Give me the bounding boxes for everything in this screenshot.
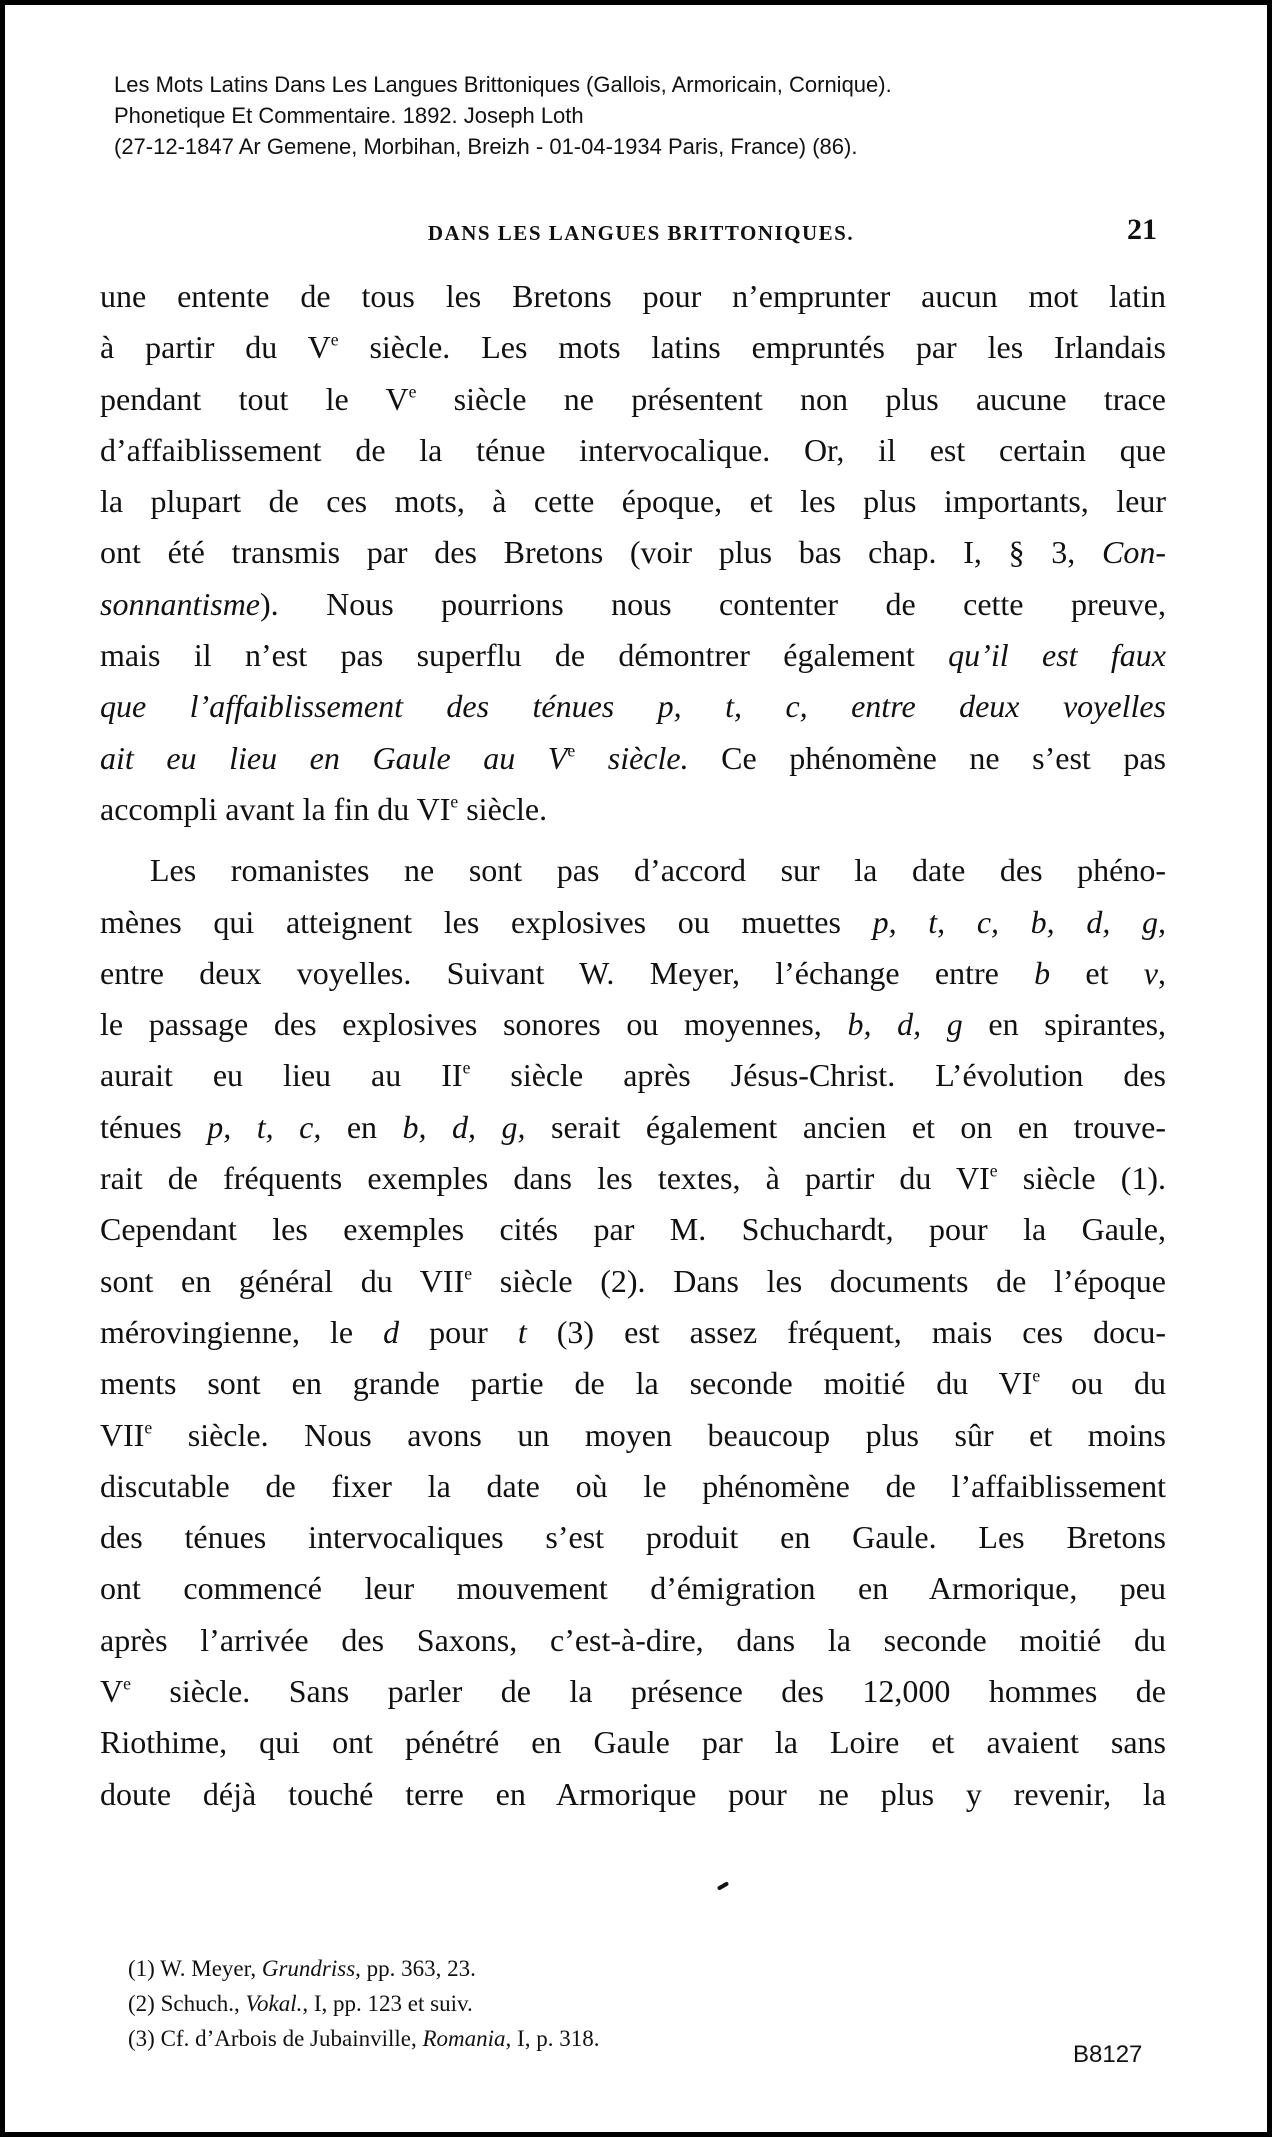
superscript: e <box>330 329 339 350</box>
footnotes <box>128 1951 599 2056</box>
italic-text: Con- <box>1102 534 1166 571</box>
text-segment: siècle (2). Dans les documents de l’époque <box>472 1262 1167 1299</box>
text-line <box>100 527 1166 578</box>
superscript: e <box>450 791 459 812</box>
text-line <box>100 271 1166 322</box>
text-segment: une entente de tous les Bretons pour n’emprunter aucun mot latin <box>100 278 1166 314</box>
text-segment: siècle (1). <box>997 1160 1167 1197</box>
text-line <box>100 1102 1166 1153</box>
catalog-code: B8127 <box>1073 2041 1143 2068</box>
text-line <box>100 1512 1166 1563</box>
text-segment: (1) W. Meyer, <box>128 1956 262 1981</box>
text-line <box>100 579 1166 630</box>
text-segment: serait également ancien et on en trouve- <box>525 1108 1167 1145</box>
text-segment: siècle. Sans parler de la présence des 12,000 hommes de <box>130 1673 1166 1710</box>
text-segment: et <box>1050 954 1144 991</box>
text-segment: VII <box>100 1416 145 1453</box>
text-segment: pendant tout le V <box>100 380 409 417</box>
text-line <box>100 733 1166 784</box>
superscript: e <box>462 1058 471 1079</box>
text-line <box>100 897 1166 948</box>
text-line <box>100 845 1166 896</box>
text-segment: Riothime, qui ont pénétré en Gaule par la Loire et avaient sans <box>100 1724 1166 1761</box>
text-line <box>100 1410 1166 1461</box>
italic-text: Vokal. <box>245 1991 303 2016</box>
text-segment: ont commencé leur mouvement d’émigration en Armorique, peu <box>100 1570 1166 1607</box>
text-segment: Cependant les exemples cités par M. Schuchardt, pour la Gaule, <box>100 1211 1166 1248</box>
text-line <box>100 1050 1166 1101</box>
text-segment: ont été transmis par des Bretons (voir plus bas chap. I, § 3, <box>100 534 1102 571</box>
text-segment: V <box>100 1673 124 1710</box>
footnote <box>128 2021 599 2056</box>
header-line: Les Mots Latins Dans Les Langues Brittoniques (Gallois, Armoricain, Cornique). <box>114 72 892 97</box>
text-segment: mènes qui atteignent les explosives ou muettes <box>100 903 873 940</box>
text-segment: siècle ne présentent non plus aucune trace <box>416 380 1167 417</box>
footnote <box>128 1951 599 1986</box>
body-text <box>100 271 1166 1820</box>
text-line <box>100 425 1166 476</box>
superscript: e <box>144 1417 153 1438</box>
text-segment: , <box>1158 954 1166 991</box>
text-segment: ments sont en grande partie de la seconde moitié du VI <box>100 1365 1033 1402</box>
superscript: e <box>464 1263 473 1284</box>
text-line <box>100 1358 1166 1409</box>
header-line: (27-12-1847 Ar Gemene, Morbihan, Breizh - 01-04-1934 Paris, France) (86). <box>114 134 858 159</box>
text-segment: mérovingienne, le <box>100 1313 384 1350</box>
text-segment: siècle. Les mots latins empruntés par les Irlandais <box>338 329 1167 366</box>
document-header <box>114 69 892 162</box>
text-segment: mais il n’est pas superflu de démontrer également <box>100 637 949 674</box>
text-segment: ). Nous pourrions nous contenter de cette preuve, <box>260 585 1166 622</box>
text-line <box>100 1461 1166 1512</box>
text-segment: la plupart de ces mots, à cette époque, et les plus importants, leur <box>100 483 1166 520</box>
italic-text: qu’il est faux <box>948 637 1167 674</box>
text-segment: après l’arrivée des Saxons, c’est-à-dire, dans la seconde moitié du <box>100 1621 1166 1658</box>
italic-text: ait eu lieu en Gaule au V <box>100 739 568 776</box>
italic-text: b, d, g, <box>402 1108 526 1145</box>
text-segment: à partir du V <box>100 329 331 366</box>
text-line <box>100 999 1166 1050</box>
page-number: 21 <box>1127 213 1157 246</box>
text-line <box>100 948 1166 999</box>
text-segment: Les romanistes ne sont pas d’accord sur la date des phéno- <box>150 852 1166 889</box>
text-line <box>100 630 1166 681</box>
superscript: e <box>1032 1365 1041 1386</box>
italic-text: Romania <box>422 2026 506 2051</box>
text-line <box>100 1204 1166 1255</box>
text-segment: le passage des explosives sonores ou moyennes, <box>100 1006 848 1043</box>
italic-text: d <box>383 1313 400 1350</box>
text-line <box>100 476 1166 527</box>
text-line <box>100 784 1166 835</box>
text-segment: , I, p. 318. <box>505 2026 600 2051</box>
text-segment: siècle. Nous avons un moyen beaucoup plus sûr et moins <box>152 1416 1166 1453</box>
italic-text: siècle. <box>575 739 689 776</box>
text-segment: des ténues intervocaliques s’est produit en Gaule. Les Bretons <box>100 1519 1166 1556</box>
superscript: e <box>989 1160 998 1181</box>
text-segment: accompli avant la fin du VI <box>100 790 451 827</box>
text-segment: rait de fréquents exemples dans les textes, à partir du VI <box>100 1160 990 1197</box>
italic-text: b, d, g <box>847 1006 963 1043</box>
running-head: DANS LES LANGUES BRITTONIQUES. <box>427 221 855 245</box>
italic-text: que l’affaiblissement des ténues p, t, c, entre deux voyelles <box>100 688 1166 725</box>
text-segment: Ce phénomène ne s’est pas <box>688 739 1167 776</box>
text-segment: d’affaiblissement de la ténue intervocalique. Or, il est certain que <box>100 431 1166 468</box>
text-segment: , I, pp. 123 et suiv. <box>302 1991 473 2016</box>
header-line: Phonetique Et Commentaire. 1892. Joseph Loth <box>114 103 584 128</box>
text-line <box>100 1666 1166 1717</box>
text-segment: en <box>321 1108 403 1145</box>
text-segment: siècle. <box>458 790 548 827</box>
text-line <box>100 681 1166 732</box>
text-segment: entre deux voyelles. Suivant W. Meyer, l’échange entre <box>100 954 1035 991</box>
italic-text: sonnantisme <box>100 585 260 622</box>
text-line <box>100 1563 1166 1614</box>
text-line <box>100 322 1166 373</box>
text-line <box>100 1717 1166 1768</box>
superscript: e <box>123 1673 131 1694</box>
text-line <box>100 1769 1166 1820</box>
italic-text: v <box>1143 954 1158 991</box>
italic-text: t <box>517 1313 527 1350</box>
superscript: e <box>408 381 417 402</box>
text-line <box>100 1615 1166 1666</box>
italic-text: p, t, c, <box>207 1108 322 1145</box>
text-segment: discutable de fixer la date où le phénomène de l’affaiblissement <box>100 1467 1166 1504</box>
italic-text: Grundriss <box>261 1956 356 1981</box>
text-segment: en spirantes, <box>962 1006 1167 1043</box>
text-segment: sont en général du VII <box>100 1262 465 1299</box>
text-segment: ou du <box>1040 1365 1167 1402</box>
italic-text: b <box>1034 954 1051 991</box>
italic-text: p, t, c, b, d, g, <box>872 903 1167 940</box>
text-segment: pour <box>399 1313 518 1350</box>
footnote <box>128 1986 599 2021</box>
text-line <box>100 374 1166 425</box>
text-segment: (2) Schuch., <box>128 1991 246 2016</box>
text-segment: siècle après Jésus-Christ. L’évolution des <box>470 1057 1167 1094</box>
text-segment: (3) Cf. d’Arbois de Jubainville, <box>128 2026 423 2051</box>
text-segment: doute déjà touché terre en Armorique pour ne plus y revenir, la <box>100 1775 1166 1812</box>
text-line <box>100 1307 1166 1358</box>
text-segment: , pp. 363, 23. <box>355 1956 476 1981</box>
text-segment: (3) est assez fréquent, mais ces docu- <box>526 1313 1167 1350</box>
text-segment: ténues <box>100 1108 208 1145</box>
text-line <box>100 1256 1166 1307</box>
text-segment: aurait eu lieu au II <box>100 1057 463 1094</box>
superscript: e <box>567 740 576 761</box>
ink-mark <box>717 1881 729 1890</box>
text-line <box>100 1153 1166 1204</box>
